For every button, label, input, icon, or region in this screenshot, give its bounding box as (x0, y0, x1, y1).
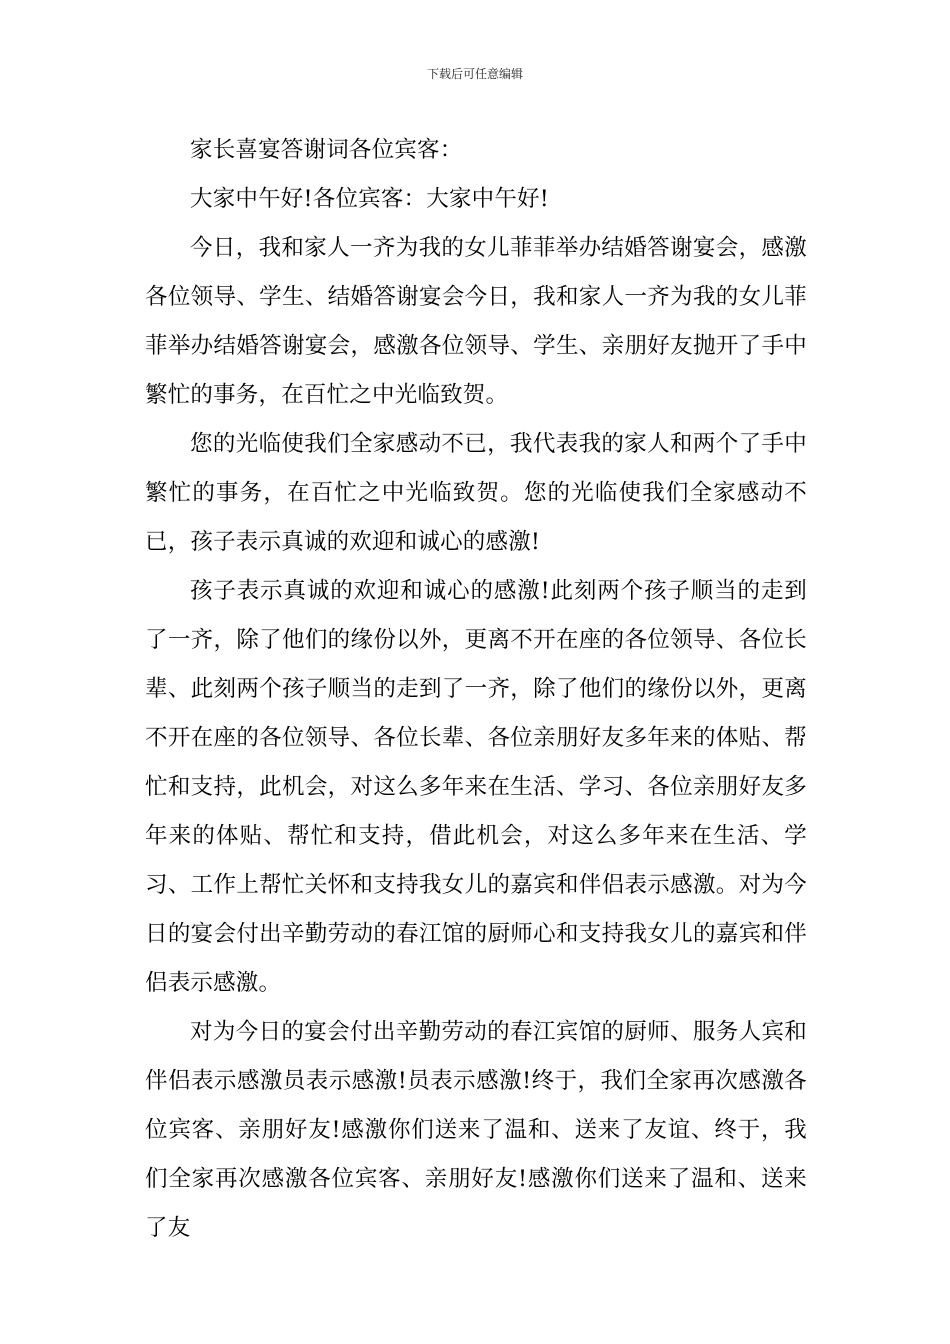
page-header-note: 下载后可任意编辑 (426, 67, 523, 81)
document-body (145, 126, 807, 1253)
paragraph-thanks-intro: 今日，我和家人一齐为我的女儿菲菲举办结婚答谢宴会，感激各位领导、学生、结婚答谢宴会今日，我和家人一齐为我的女儿菲菲举办结婚答谢宴会，感激各位领导、学生、亲朋好友抛开了手中繁忙的事务，在百忙之中光临致贺。 (145, 235, 807, 408)
paragraph-support-thanks: 孩子表示真诚的欢迎和诚心的感激!此刻两个孩子顺当的走到了一齐，除了他们的缘份以外，更离不开在座的各位领导、各位长辈、此刻两个孩子顺当的走到了一齐，除了他们的缘份以外，更离不开在座的各位领导、各位长辈、各位亲朋好友多年来的体贴、帮忙和支持，此机会，对这么多年来在生活、学习、各位亲朋好友多年来的体贴、帮忙和支持，借此机会，对这么多年来在生活、学习、工作上帮忙关怀和支持我女儿的嘉宾和伴侣表示感激。对为今日的宴会付出辛勤劳动的春江馆的厨师心和支持我女儿的嘉宾和伴侣表示感激。 (145, 578, 807, 996)
paragraph-family-thanks: 您的光临使我们全家感动不已，我代表我的家人和两个了手中繁忙的事务，在百忙之中光临致贺。您的光临使我们全家感动不已，孩子表示真诚的欢迎和诚心的感激! (145, 431, 807, 555)
paragraph-greeting: 大家中午好!各位宾客：大家中午好! (190, 186, 549, 212)
paragraph-staff-thanks: 对为今日的宴会付出辛勤劳动的春江宾馆的厨师、服务人宾和伴侣表示感激员表示感激!员表示感激!终于，我们全家再次感激各位宾客、亲朋好友!感激你们送来了温和、送来了友谊、终于，我们全家再次感激各位宾客、亲朋好友!感激你们送来了温和、送来了友 (145, 1019, 807, 1241)
paragraph-salutation: 家长喜宴答谢词各位宾客： (190, 137, 463, 163)
